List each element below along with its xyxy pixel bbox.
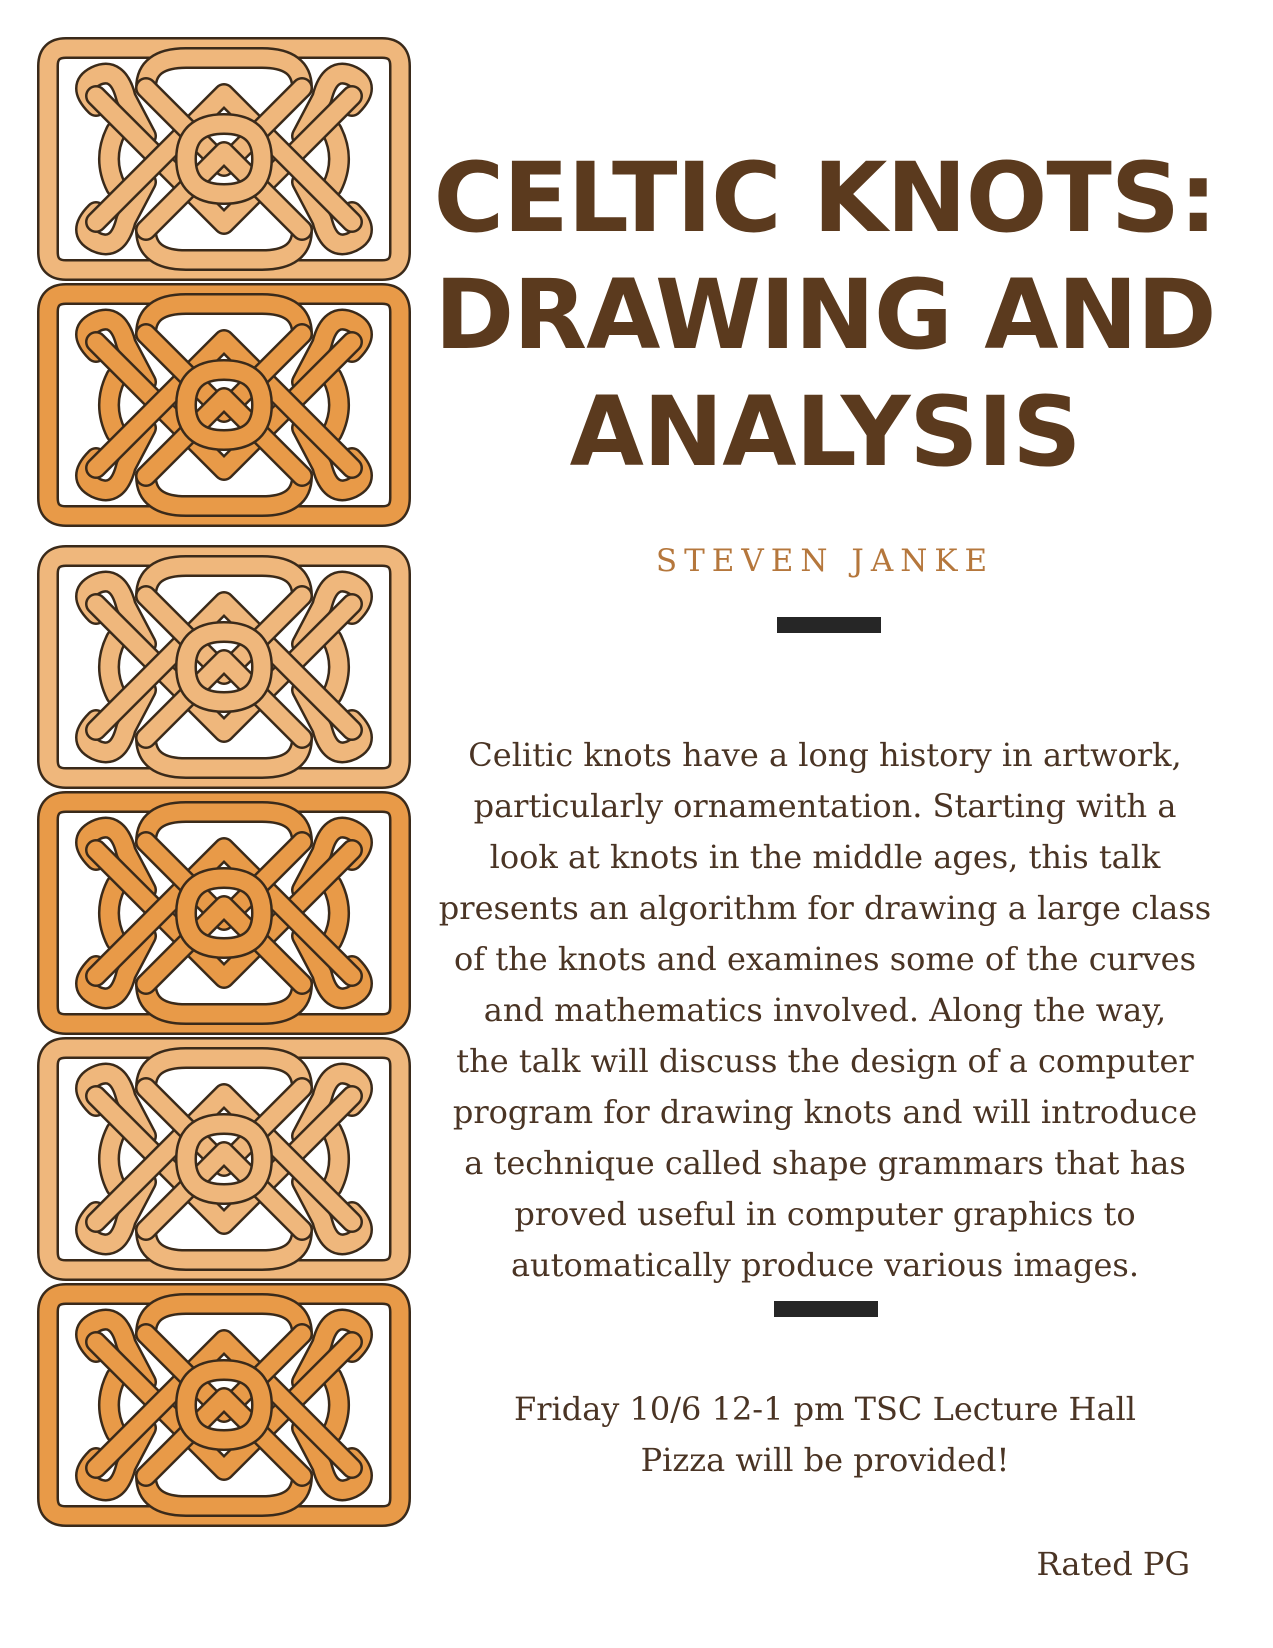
celtic-knot-tile xyxy=(36,1282,412,1528)
title-line-2: DRAWING AND xyxy=(434,259,1216,371)
abstract-line: automatically produce various images. xyxy=(510,1246,1140,1284)
abstract-line: the talk will discuss the design of a computer xyxy=(456,1042,1194,1080)
abstract-line: of the knots and examines some of the curves xyxy=(454,940,1196,978)
speaker-name: STEVEN JANKE xyxy=(655,543,995,579)
celtic-knot-tile xyxy=(36,790,412,1036)
celtic-knot-graphic xyxy=(36,1036,412,1282)
abstract-line: look at knots in the middle ages, this talk xyxy=(489,838,1161,876)
abstract-line: presents an algorithm for drawing a large class xyxy=(438,889,1212,927)
divider-top xyxy=(777,617,881,633)
abstract-line: proved useful in computer graphics to xyxy=(514,1195,1136,1233)
celtic-knot-graphic xyxy=(36,544,412,790)
abstract-line: particularly ornamentation. Starting with a xyxy=(473,787,1177,825)
rating-label: Rated PG xyxy=(1036,1545,1190,1583)
celtic-knot-tile xyxy=(36,282,412,528)
celtic-knot-graphic xyxy=(36,1282,412,1528)
poster-title xyxy=(430,140,1220,491)
title-line-3: ANALYSIS xyxy=(569,376,1081,488)
event-details xyxy=(430,1384,1220,1486)
title-line-1: CELTIC KNOTS: xyxy=(433,142,1217,254)
celtic-knot-tile xyxy=(36,544,412,790)
abstract-line: a technique called shape grammars that has xyxy=(464,1144,1186,1182)
abstract-line: Celitic knots have a long history in artwork, xyxy=(468,736,1182,774)
event-time-location: Friday 10/6 12-1 pm TSC Lecture Hall xyxy=(514,1390,1136,1428)
talk-abstract xyxy=(430,730,1220,1291)
celtic-knot-graphic xyxy=(36,282,412,528)
abstract-line: program for drawing knots and will introduce xyxy=(452,1093,1198,1131)
divider-bottom xyxy=(774,1301,878,1317)
celtic-knot-graphic xyxy=(36,790,412,1036)
abstract-line: and mathematics involved. Along the way, xyxy=(483,991,1167,1029)
celtic-knot-tile xyxy=(36,36,412,282)
celtic-knot-tile xyxy=(36,1036,412,1282)
event-food-note: Pizza will be provided! xyxy=(640,1441,1010,1479)
celtic-knot-graphic xyxy=(36,36,412,282)
